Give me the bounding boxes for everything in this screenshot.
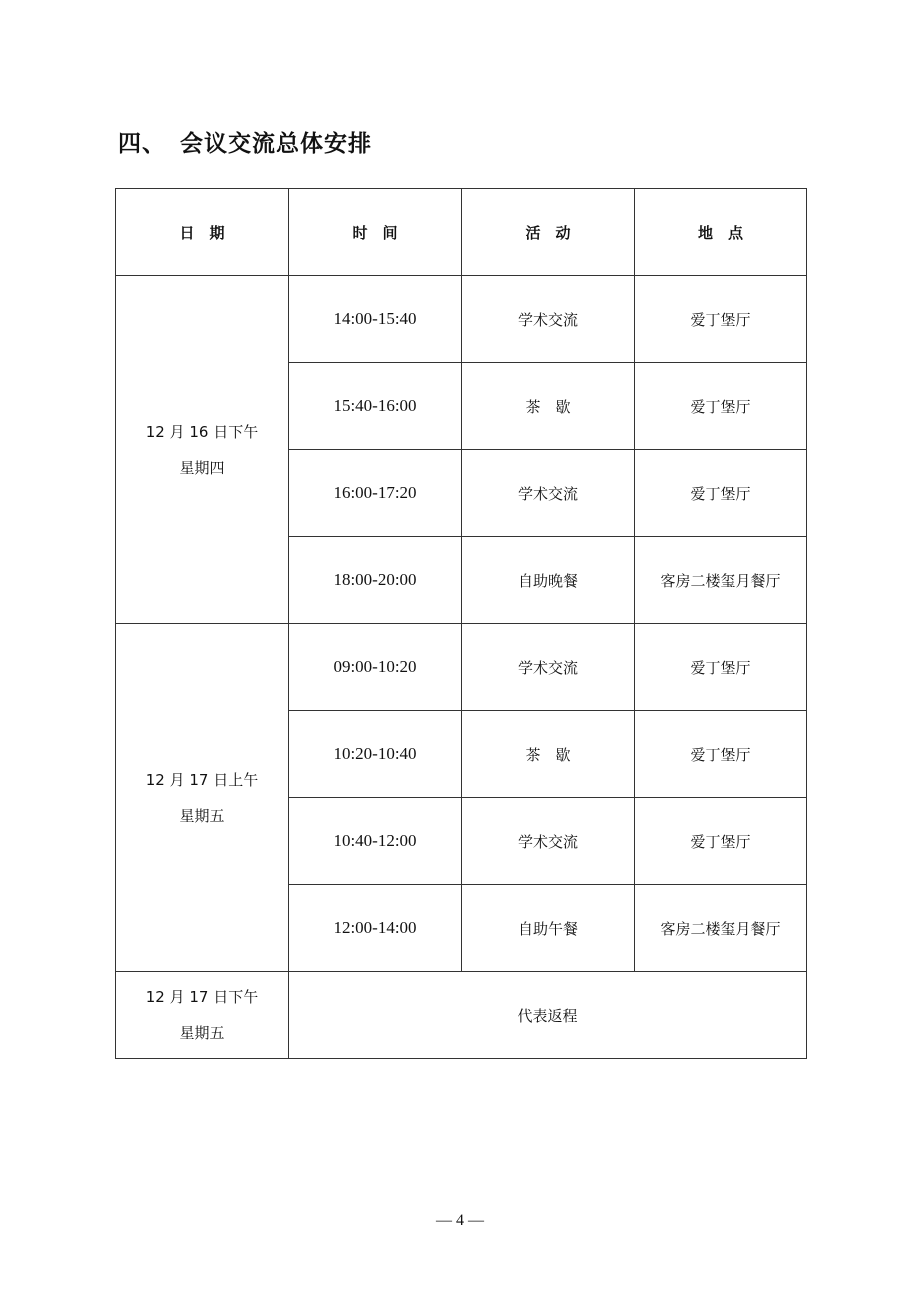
section-heading	[118, 126, 372, 162]
location-cell: 爱丁堡厅	[635, 711, 807, 798]
activity-cell: 自助晚餐	[462, 537, 635, 624]
location-cell: 客房二楼玺月餐厅	[635, 885, 807, 972]
date-text: 12 月 17 日下午	[145, 988, 259, 1006]
header-time: 时 间	[289, 189, 462, 276]
section-number: 四、	[118, 131, 166, 157]
weekday-text: 星期五	[179, 806, 225, 825]
activity-cell: 自助午餐	[462, 885, 635, 972]
table-row	[116, 624, 807, 711]
header-location: 地 点	[635, 189, 807, 276]
table-header-row	[116, 189, 807, 276]
time-cell: 15:40-16:00	[289, 363, 462, 450]
time-cell: 10:20-10:40	[289, 711, 462, 798]
time-cell: 12:00-14:00	[289, 885, 462, 972]
activity-cell: 代表返程	[289, 972, 807, 1059]
section-title: 会议交流总体安排	[180, 131, 372, 157]
weekday-text: 星期四	[179, 458, 225, 477]
table-row	[116, 276, 807, 363]
date-cell	[116, 276, 289, 624]
weekday-text: 星期五	[179, 1024, 225, 1042]
activity-cell: 茶 歇	[462, 363, 635, 450]
table-row-departure	[116, 972, 807, 1059]
date-cell	[116, 624, 289, 972]
activity-cell: 学术交流	[462, 276, 635, 363]
location-cell: 爱丁堡厅	[635, 363, 807, 450]
activity-cell: 茶 歇	[462, 711, 635, 798]
date-cell	[116, 972, 289, 1059]
location-cell: 爱丁堡厅	[635, 276, 807, 363]
time-cell: 09:00-10:20	[289, 624, 462, 711]
time-cell: 16:00-17:20	[289, 450, 462, 537]
activity-cell: 学术交流	[462, 624, 635, 711]
location-cell: 爱丁堡厅	[635, 624, 807, 711]
time-cell: 10:40-12:00	[289, 798, 462, 885]
activity-cell: 学术交流	[462, 798, 635, 885]
header-date: 日 期	[116, 189, 289, 276]
time-cell: 18:00-20:00	[289, 537, 462, 624]
schedule-table	[115, 188, 807, 1059]
location-cell: 爱丁堡厅	[635, 798, 807, 885]
header-activity: 活 动	[462, 189, 635, 276]
date-text: 12 月 16 日下午	[145, 422, 259, 441]
location-cell: 客房二楼玺月餐厅	[635, 537, 807, 624]
date-text: 12 月 17 日上午	[145, 770, 259, 789]
time-cell: 14:00-15:40	[289, 276, 462, 363]
page-number: — 4 —	[436, 1212, 484, 1229]
location-cell: 爱丁堡厅	[635, 450, 807, 537]
activity-cell: 学术交流	[462, 450, 635, 537]
